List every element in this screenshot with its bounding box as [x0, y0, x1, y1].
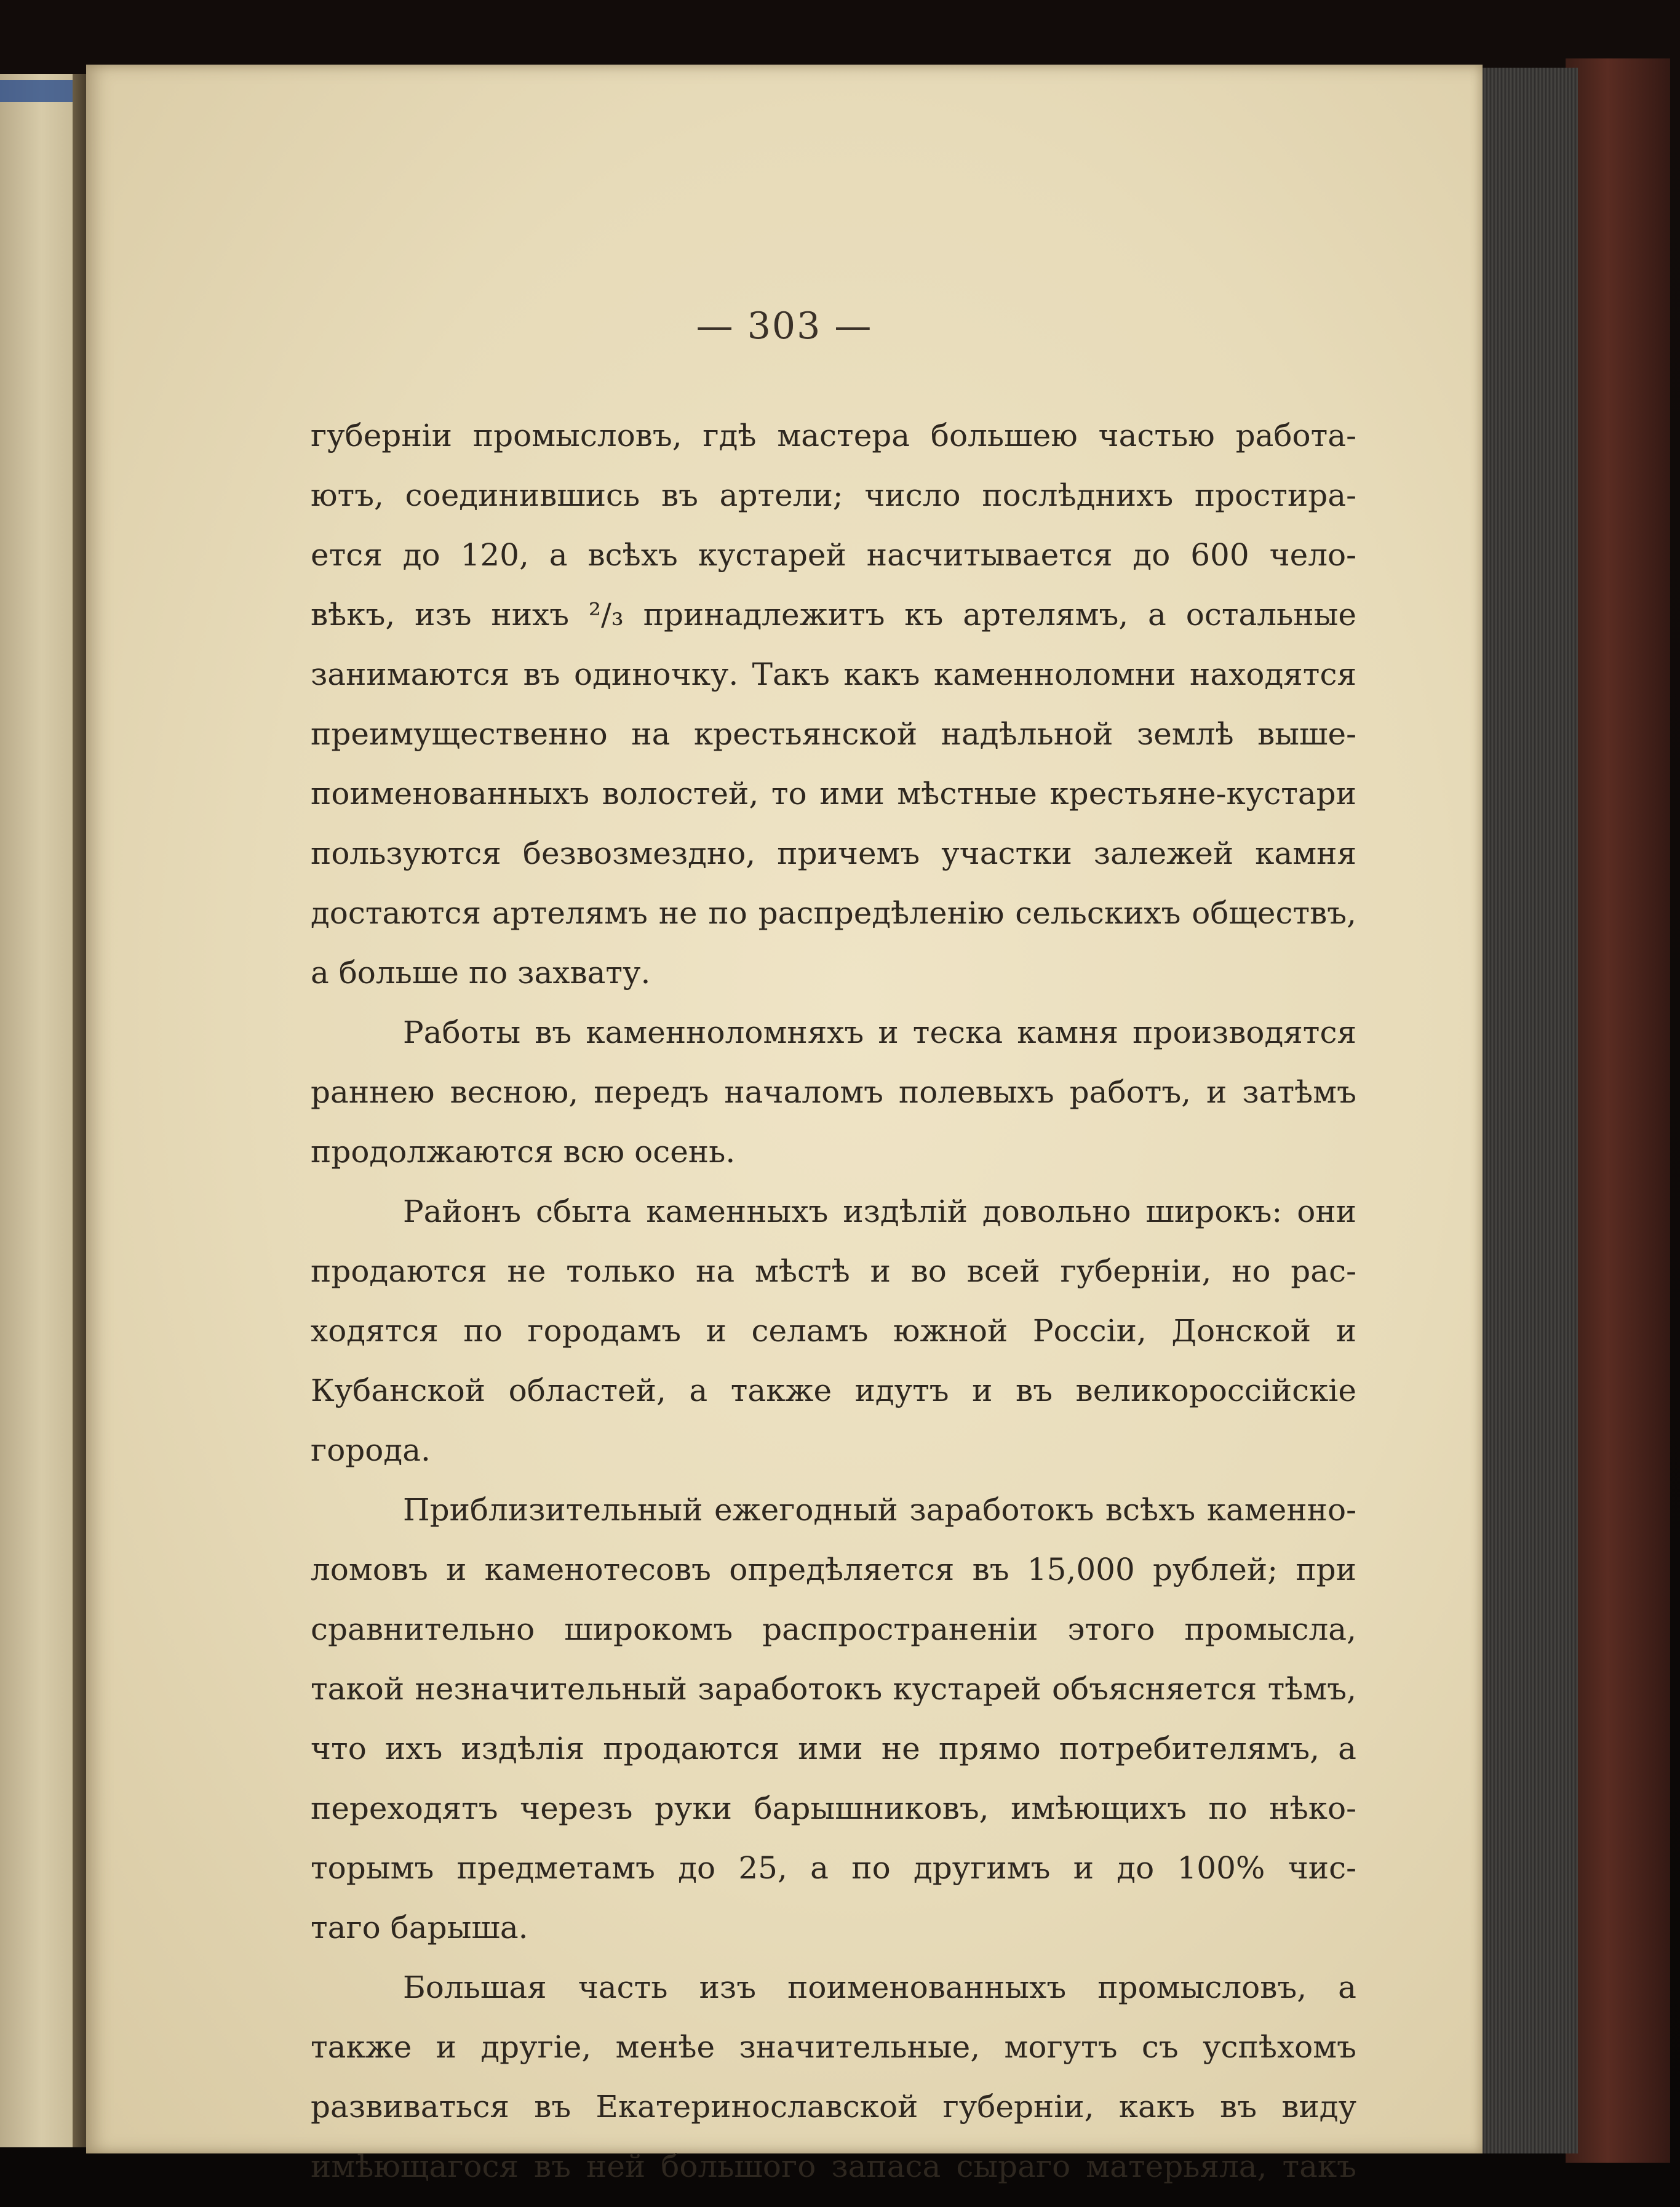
text-line: развиваться въ Екатеринославской губерніи, какъ въ виду [311, 2089, 1356, 2125]
page-edge-marker [0, 80, 74, 102]
text-line: достаются артелямъ не по распредѣленію сельскихъ обществъ, [311, 895, 1356, 931]
text-line: Кубанской областей, а также идутъ и въ великороссійскіе [311, 1373, 1356, 1408]
page-number: — 303 — [696, 305, 873, 348]
text-line: преимущественно на крестьянской надѣльной землѣ выше- [311, 716, 1356, 752]
paragraph-2 [311, 1003, 1356, 1182]
text-line: Приблизительный ежегодный заработокъ всѣхъ каменно- [403, 1492, 1356, 1528]
book-page [86, 65, 1483, 2184]
text-line: поименованныхъ волостей, то ими мѣстные крестьяне-кустари [311, 776, 1356, 812]
text-line: Большая часть изъ поименованныхъ промысловъ, а [403, 1970, 1356, 2005]
text-line: губерніи промысловъ, гдѣ мастера большею частью работа- [311, 418, 1356, 453]
paragraph-3 [311, 1182, 1356, 1480]
text-line: переходятъ черезъ руки барышниковъ, имѣющихъ по нѣко- [311, 1790, 1356, 1826]
text-line: что ихъ издѣлія продаются ими не прямо потребителямъ, а [311, 1731, 1356, 1766]
text-line: Работы въ каменноломняхъ и теска камня производятся [403, 1015, 1356, 1050]
text-line: пользуются безвозмездно, причемъ участки залежей камня [311, 836, 1356, 871]
text-line: а больше по захвату. [311, 955, 651, 991]
text-line: также и другіе, менѣе значительные, могутъ съ успѣхомъ [311, 2029, 1356, 2065]
book-cover-edge [1566, 58, 1670, 2163]
page-body [311, 406, 1356, 2197]
text-line: продолжаются всю осень. [311, 1134, 736, 1170]
page-stack-edge [1479, 68, 1578, 2153]
paragraph-4 [311, 1480, 1356, 1958]
text-line: ется до 120, а всѣхъ кустарей насчитывается до 600 чело- [311, 537, 1356, 573]
paragraph-1 [311, 406, 1356, 1003]
text-line: таго барыша. [311, 1910, 528, 1946]
text-line: такой незначительный заработокъ кустарей объясняется тѣмъ, [311, 1671, 1356, 1707]
text-line: ютъ, соединившись въ артели; число послѣднихъ простира- [311, 477, 1356, 513]
paragraph-5 [311, 1958, 1356, 2197]
text-line: продаются не только на мѣстѣ и во всей губерніи, но рас- [311, 1253, 1356, 1289]
text-line: имѣющагося въ ней большого запаса сырaго матерьяла, такъ [311, 2149, 1356, 2184]
text-line: города. [311, 1432, 431, 1468]
text-line: торымъ предметамъ до 25, а по другимъ и до 100% чис- [311, 1850, 1356, 1886]
text-line: вѣкъ, изъ нихъ ²/₃ принадлежитъ къ артелямъ, а остальные [311, 597, 1356, 633]
text-line: раннею весною, передъ началомъ полевыхъ работъ, и затѣмъ [311, 1074, 1356, 1110]
text-line: сравнительно широкомъ распространеніи этого промысла, [311, 1611, 1356, 1647]
text-line: ходятся по городамъ и селамъ южной Россіи, Донской и [311, 1313, 1356, 1349]
text-line: Районъ сбыта каменныхъ издѣлій довольно широкъ: они [403, 1194, 1356, 1229]
text-line: ломовъ и каменотесовъ опредѣляется въ 15,000 рублей; при [311, 1552, 1356, 1587]
text-line: занимаются въ одиночку. Такъ какъ каменноломни находятся [311, 657, 1356, 692]
